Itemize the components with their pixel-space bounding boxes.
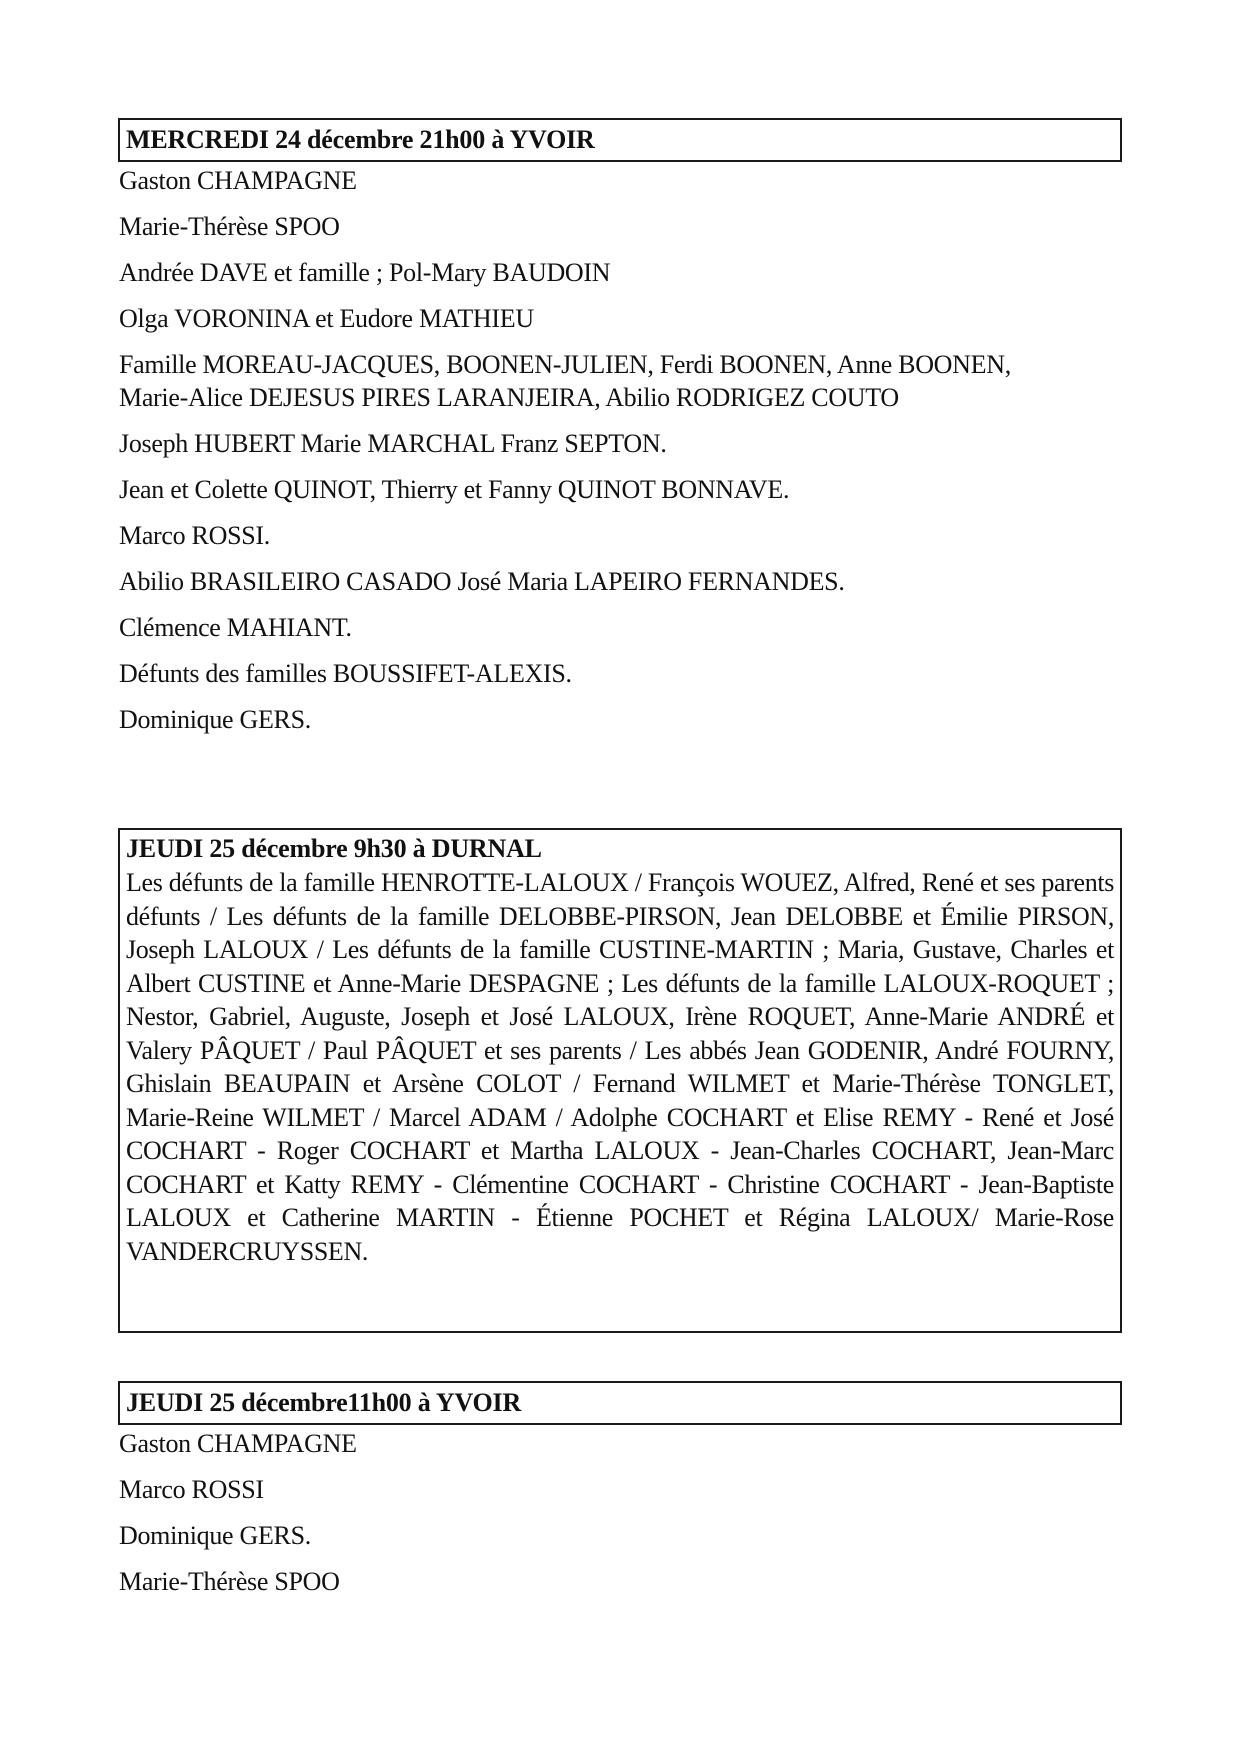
intention-entry: Dominique GERS. <box>119 1521 311 1550</box>
intention-entry: Jean et Colette QUINOT, Thierry et Fanny QUINOT BONNAVE. <box>119 475 790 504</box>
intention-entry: Abilio BRASILEIRO CASADO José Maria LAPEIRO FERNANDES. <box>119 567 845 596</box>
intention-entry: Marie-Thérèse SPOO <box>119 212 340 241</box>
intention-entry: Gaston CHAMPAGNE <box>119 166 357 195</box>
mass-section-yvoir-25 <box>118 1381 1122 1611</box>
intentions-paragraph: Les défunts de la famille HENROTTE-LALOUX / François WOUEZ, Alfred, René et ses parents défunts / Les défunts de la famille DELOBBE-PIRSON, Jean DELOBBE et Émilie PIRSON, Joseph LALOUX / Les défunts de la famille CUSTINE-MARTIN ; Maria, Gustave, Charles et Albert CUSTINE et Anne-Marie DESPAGNE ; Les défunts de la famille LALOUX-ROQUET ; Nestor, Gabriel, Auguste, Joseph et José LALOUX, Irène ROQUET, Anne-Marie ANDRÉ et Valery PÂQUET / Paul PÂQUET et ses parents / Les abbés Jean GODENIR, André FOURNY, Ghislain BEAUPAIN et Arsène COLOT / Fernand WILMET et Marie-Thérèse TONGLET, Marie-Reine WILMET / Marcel ADAM / Adolphe COCHART et Elise REMY - René et José COCHART - Roger COCHART et Martha LALOUX - Jean-Charles COCHART, Jean-Marc COCHART et Katty REMY - Clémentine COCHART - Christine COCHART - Jean-Baptiste LALOUX et Catherine MARTIN - Étienne POCHET et Régina LALOUX/ Marie-Rose VANDERCRUYSSEN. <box>126 868 1114 1266</box>
intention-entry: Clémence MAHIANT. <box>119 613 352 642</box>
section-header: JEUDI 25 décembre 9h30 à DURNAL <box>126 834 542 863</box>
intention-entry: Défunts des familles BOUSSIFET-ALEXIS. <box>119 659 572 688</box>
section-header: JEUDI 25 décembre11h00 à YVOIR <box>118 1381 1122 1425</box>
intention-entry: Marie-Thérèse SPOO <box>119 1567 340 1596</box>
intention-entry: Gaston CHAMPAGNE <box>119 1429 357 1458</box>
intention-entry: Marco ROSSI. <box>119 521 270 550</box>
intention-entry: Olga VORONINA et Eudore MATHIEU <box>119 304 534 333</box>
intentions-list <box>118 1427 1122 1598</box>
intention-entry: Famille MOREAU-JACQUES, BOONEN-JULIEN, Ferdi BOONEN, Anne BOONEN, Marie-Alice DEJESUS PIRES LARANJEIRA, Abilio RODRIGEZ COUTO <box>119 350 1011 412</box>
intention-entry: Joseph HUBERT Marie MARCHAL Franz SEPTON. <box>119 429 667 458</box>
intention-entry: Marco ROSSI <box>119 1475 264 1504</box>
mass-section-durnal-25 <box>118 828 1122 1333</box>
section-header: MERCREDI 24 décembre 21h00 à YVOIR <box>118 118 1122 162</box>
intentions-list <box>118 164 1122 736</box>
intention-entry: Andrée DAVE et famille ; Pol-Mary BAUDOIN <box>119 258 611 287</box>
intention-entry: Dominique GERS. <box>119 705 311 734</box>
mass-section-yvoir-24 <box>118 118 1122 749</box>
